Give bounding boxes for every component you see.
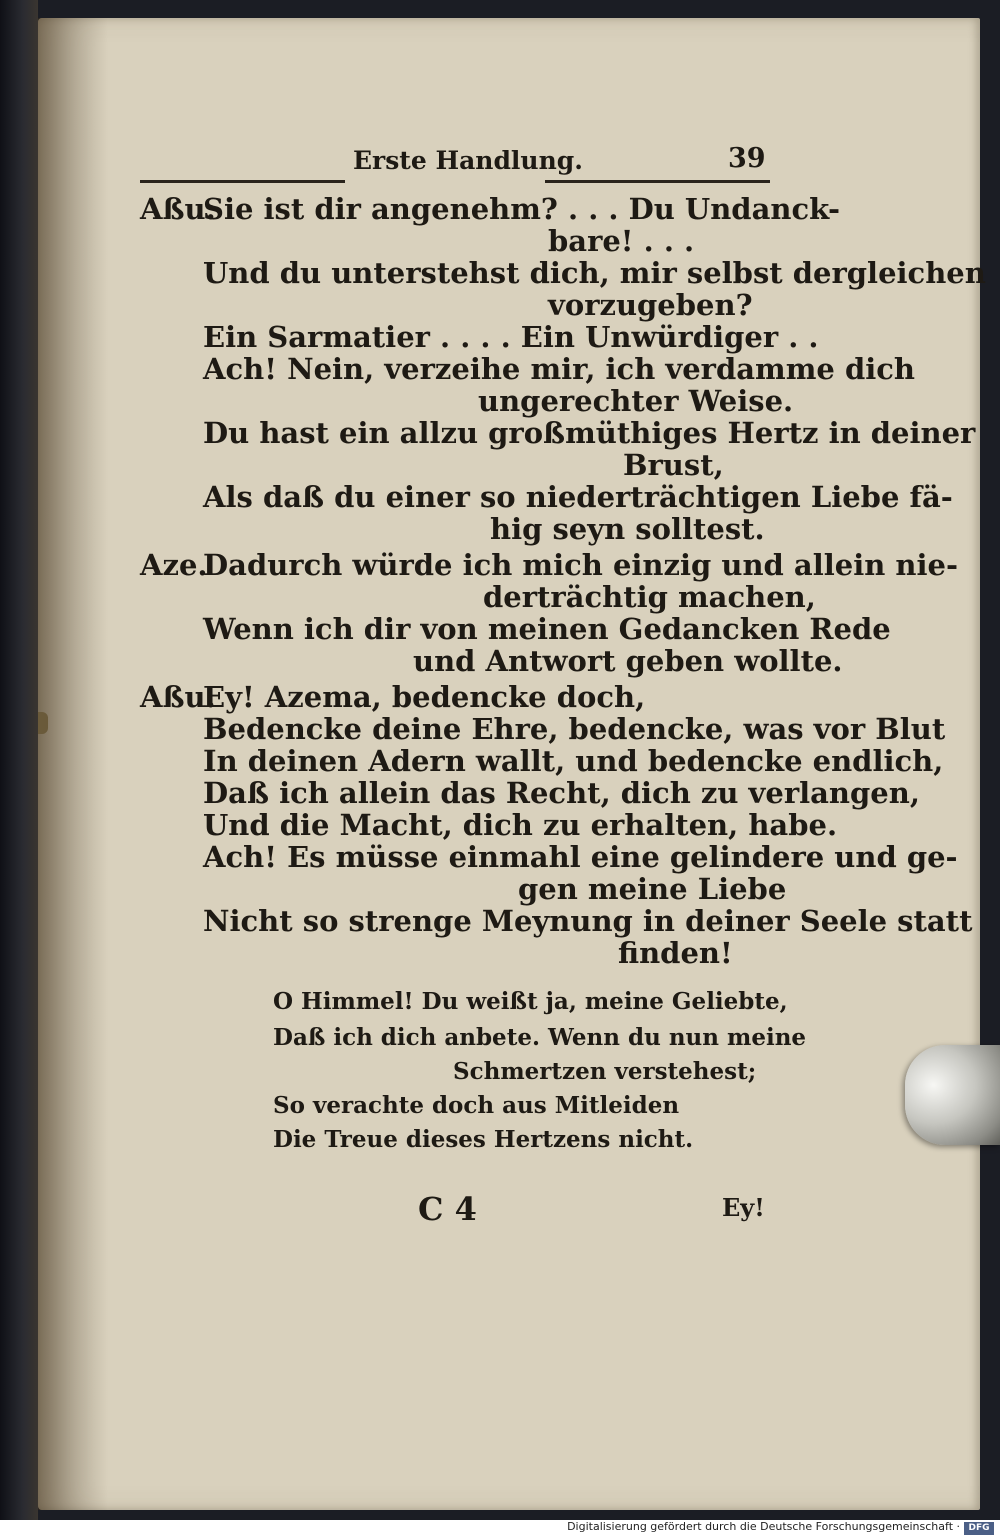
- verse-line: Und du unterstehst dich, mir selbst dergleichen: [203, 256, 986, 290]
- provenance-text: Digitalisierung gefördert durch die Deutsche Forschungsgemeinschaft ·: [567, 1520, 960, 1533]
- catchword: Ey!: [722, 1193, 765, 1222]
- verse-line: Nicht so strenge Meynung in deiner Seele statt: [203, 904, 973, 938]
- verse-line: Wenn ich dir von meinen Gedancken Rede: [203, 612, 891, 646]
- verse-line: Ach! Nein, verzeihe mir, ich verdamme dich: [203, 352, 915, 386]
- verse-line: finden!: [618, 936, 733, 970]
- verse-line: Ey! Azema, bedencke doch,: [203, 680, 646, 714]
- aria-line: So verachte doch aus Mitleiden: [273, 1092, 680, 1119]
- printer-signature: C 4: [418, 1190, 477, 1228]
- header-rule-left: [140, 180, 345, 183]
- dfg-logo-icon: DFG: [964, 1522, 994, 1535]
- header-rule-right: [545, 180, 770, 183]
- page-tab-mark: [38, 712, 48, 734]
- verse-line: Und die Macht, dich zu erhalten, habe.: [203, 808, 838, 842]
- verse-line: vorzugeben?: [548, 288, 753, 322]
- page-clip: [905, 1045, 1000, 1145]
- verse-line: und Antwort geben wollte.: [413, 644, 843, 678]
- verse-line: Als daß du einer so niederträchtigen Liebe fä-: [203, 480, 953, 514]
- verse-line: Ach! Es müsse einmahl eine gelindere und ge-: [203, 840, 958, 874]
- verse-line: bare! . . .: [548, 224, 695, 258]
- running-head: Erste Handlung.: [353, 146, 583, 175]
- speaker-label: Aßu.: [140, 680, 216, 714]
- aria-line: Schmertzen verstehest;: [453, 1058, 757, 1085]
- verse-line: ungerechter Weise.: [478, 384, 794, 418]
- verse-line: derträchtig machen,: [483, 580, 816, 614]
- aria-line: Die Treue dieses Hertzens nicht.: [273, 1126, 694, 1153]
- verse-line: Bedencke deine Ehre, bedencke, was vor Blut: [203, 712, 946, 746]
- verse-line: Sie ist dir angenehm? . . . Du Undanck-: [203, 192, 841, 226]
- verse-line: Ein Sarmatier . . . . Ein Unwürdiger . .: [203, 320, 819, 354]
- speaker-label: Aze.: [140, 548, 208, 582]
- provenance-bar: [0, 1520, 1000, 1538]
- aria-line: Daß ich dich anbete. Wenn du nun meine: [273, 1024, 807, 1051]
- verse-line: Daß ich allein das Recht, dich zu verlangen,: [203, 776, 920, 810]
- verse-line: Brust,: [623, 448, 724, 482]
- verse-line: Du hast ein allzu großmüthiges Hertz in deiner: [203, 416, 976, 450]
- verse-line: hig seyn solltest.: [490, 512, 765, 546]
- aria-line: O Himmel! Du weißt ja, meine Geliebte,: [273, 988, 788, 1015]
- speaker-label: Aßu.: [140, 192, 216, 226]
- verse-line: Dadurch würde ich mich einzig und allein nie-: [203, 548, 958, 582]
- verse-line: In deinen Adern wallt, und bedencke endlich,: [203, 744, 944, 778]
- book-edge: [0, 0, 38, 1520]
- verse-line: gen meine Liebe: [518, 872, 787, 906]
- page-number: 39: [728, 143, 766, 174]
